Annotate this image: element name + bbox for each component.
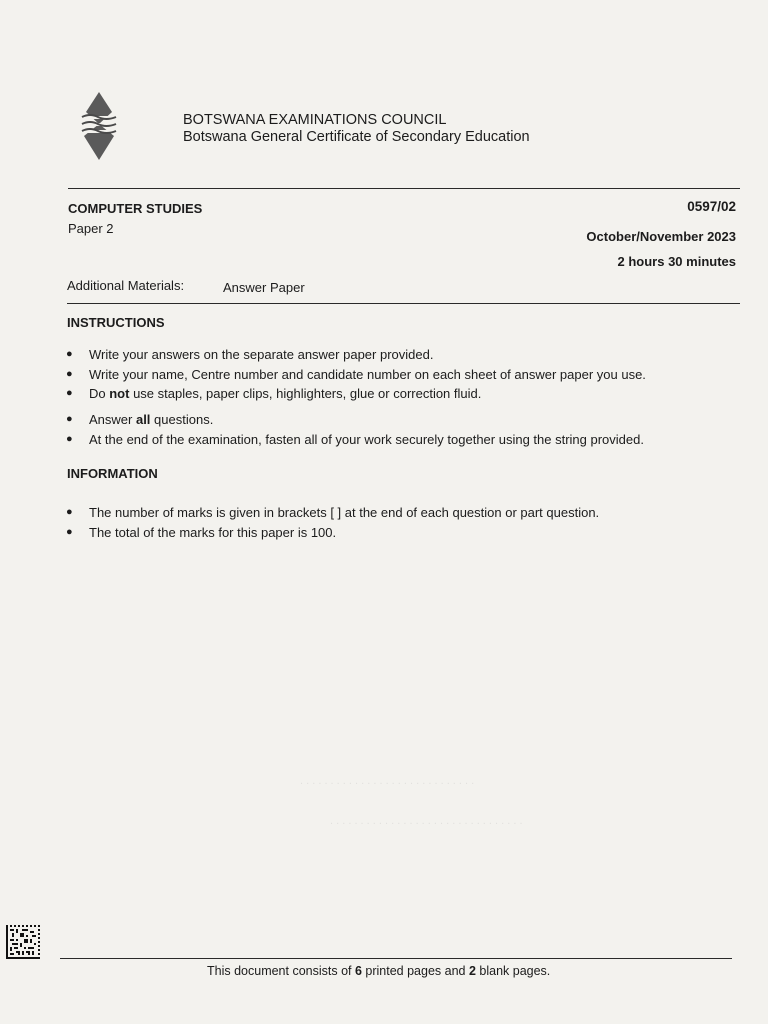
additional-materials-value: Answer Paper <box>223 280 305 295</box>
list-item: ● Write your name, Centre number and candidate number on each sheet of answer paper you use. <box>66 366 646 382</box>
list-item: ● At the end of the examination, fasten all of your work securely together using the string provided. <box>66 431 644 447</box>
list-item: ● The total of the marks for this paper is 100. <box>66 524 337 540</box>
top-rule <box>68 188 740 189</box>
subject-title: COMPUTER STUDIES <box>68 201 203 216</box>
show-through-text: . . . . . . . . . . . . . . . . . . . . . . . . . . . . . <box>300 775 475 787</box>
instructions-list-continued <box>64 410 644 449</box>
exam-duration: 2 hours 30 minutes <box>617 254 736 269</box>
middle-rule <box>67 303 740 304</box>
council-header <box>183 112 530 146</box>
information-list <box>64 503 599 542</box>
page-count-note: This document consists of 6 printed pages and 2 blank pages. <box>207 964 551 978</box>
list-item: ● The number of marks is given in brackets [ ] at the end of each question or part question. <box>66 505 600 520</box>
list-item: ● Do not use staples, paper clips, highlighters, glue or correction fluid. <box>66 386 482 401</box>
instructions-heading: INSTRUCTIONS <box>67 315 165 330</box>
bec-logo-icon <box>78 90 120 162</box>
information-heading: INFORMATION <box>67 466 158 481</box>
list-item: ● Write your answers on the separate answer paper provided. <box>66 347 434 362</box>
instructions-list <box>64 345 646 404</box>
paper-number: Paper 2 <box>68 221 114 236</box>
syllabus-code: 0597/02 <box>687 199 736 214</box>
additional-materials-label: Additional Materials: <box>67 278 185 293</box>
certificate-name: Botswana General Certificate of Secondary Education <box>183 129 530 145</box>
council-name: BOTSWANA EXAMINATIONS COUNCIL <box>183 112 447 128</box>
exam-session: October/November 2023 <box>586 229 736 244</box>
list-item: ● Answer all questions. <box>66 412 214 427</box>
datamatrix-code-icon <box>6 925 40 959</box>
show-through-text: . . . . . . . . . . . . . . . . . . . . . . . . . . . . . . . . <box>330 815 523 827</box>
footer-rule <box>60 958 732 959</box>
